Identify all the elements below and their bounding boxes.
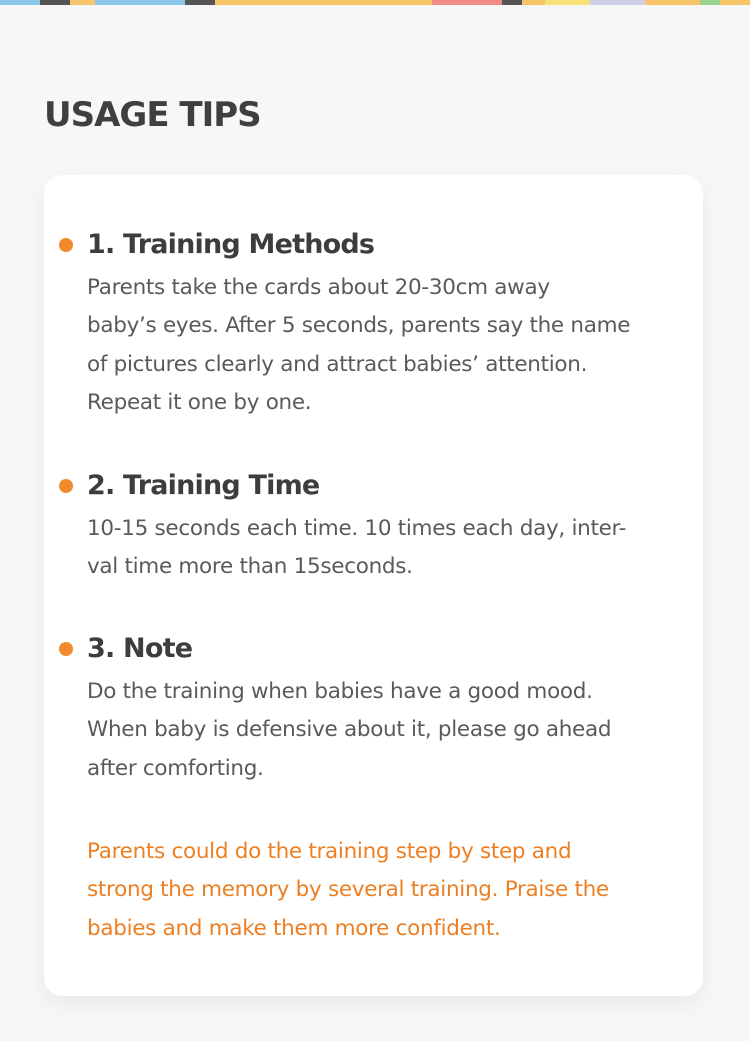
decorative-top-border [0, 0, 750, 5]
tip-body-line: baby’s eyes. After 5 seconds, parents say the name [87, 313, 631, 339]
bullet-dot-icon [59, 642, 73, 656]
page-title: USAGE TIPS [44, 95, 261, 135]
tip-body-line: Parents take the cards about 20-30cm away [87, 275, 550, 300]
bullet-dot-icon [59, 479, 73, 493]
summary-line: Parents could do the training step by step and [87, 839, 572, 864]
tip-body-line: of pictures clearly and attract babies’ attention. [87, 351, 588, 377]
tip-body-line: Repeat it one by one. [87, 389, 312, 415]
summary-line: babies and make them more confident. [87, 915, 501, 941]
tip-body-line: 10-15 seconds each time. 10 times each day, inter- [87, 516, 627, 541]
tip-title: 2. Training Time [87, 470, 320, 501]
tip-title: 1. Training Methods [87, 229, 375, 260]
tip-title: 3. Note [87, 633, 193, 664]
tip-body-line: after comforting. [87, 755, 264, 781]
bullet-dot-icon [59, 238, 73, 252]
tip-body-line: Do the training when babies have a good mood. [87, 679, 593, 704]
summary-line: strong the memory by several training. Praise the [87, 877, 609, 903]
tips-card [44, 175, 703, 996]
tip-body [87, 673, 677, 788]
tip-body [87, 510, 677, 587]
tip-body-line: When baby is defensive about it, please go ahead [87, 717, 612, 743]
tip-body [87, 269, 677, 422]
tip-body-line: val time more than 15seconds. [87, 554, 413, 580]
summary-note [87, 833, 677, 948]
